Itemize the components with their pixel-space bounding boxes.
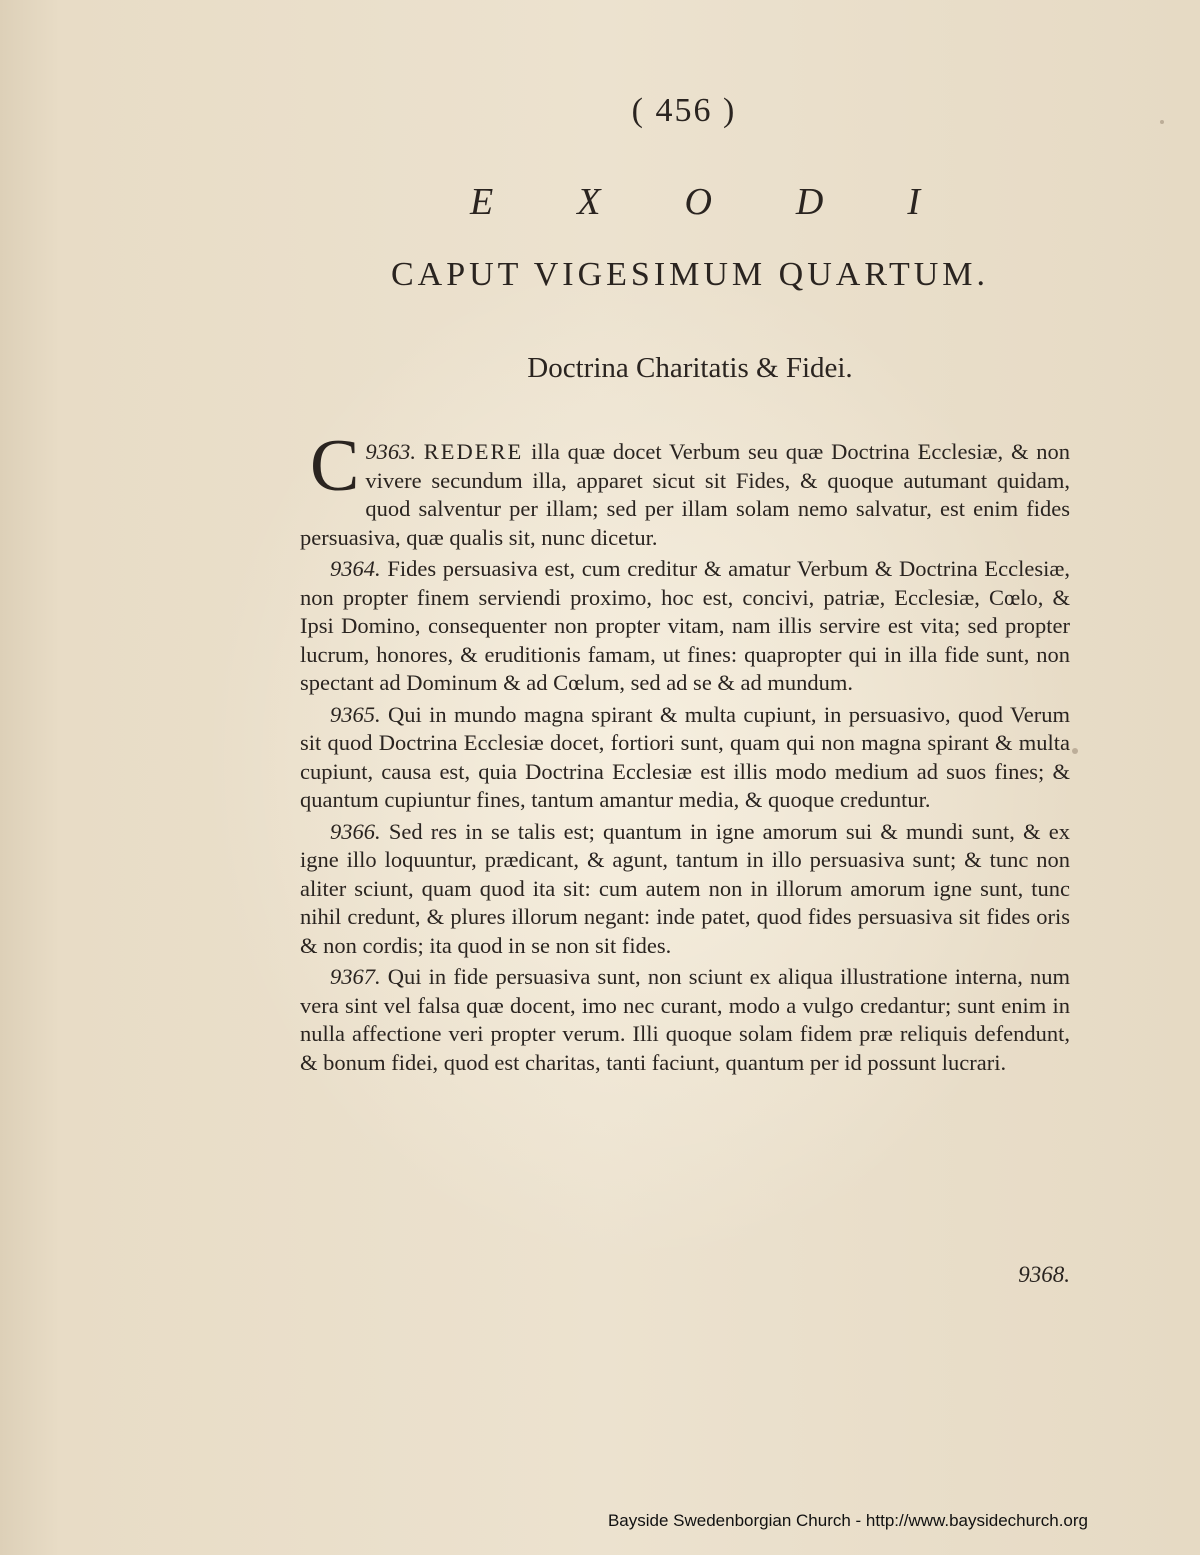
book-title-letter: I <box>907 181 920 223</box>
paragraph-text: Fides persuasiva est, cum creditur & amatur Verbum & Doctrina Ecclesiæ, non propter finem serviendi proximo, hoc est, concivi, patriæ, Ecclesiæ, Cœlo, & Ipsi Domino, consequenter non propter vitam, nam illis servire est vita; sed propter lucrum, honores, & eruditionis famam, ut fines: quapropter qui in illa fide sunt, non spectant ad Dominum & ad Cœlum, sed ad se & ad mundum. <box>300 556 1070 695</box>
catchword: 9368. <box>1018 1262 1070 1287</box>
paragraph-9367 <box>300 963 1070 1077</box>
paragraph-text: Sed res in se talis est; quantum in igne amorum sui & mundi sunt, & ex igne illo loquuntur, prædicant, & agunt, tantum in illo persuasiva sunt; & tunc non aliter sciunt, quam quod ita sit: cum autem non in illorum amorum igne sunt, tunc nihil credunt, & plures illorum negant: inde patet, quod fides persuasiva sit fides oris & non cordis; ita quod in se non sit fides. <box>300 818 1070 958</box>
lead-word: REDERE <box>423 439 524 464</box>
paragraph-9365 <box>300 701 1070 815</box>
paragraph-9363 <box>300 425 1070 552</box>
paragraph-number: 9363. <box>365 439 416 464</box>
book-title-letter: E <box>470 181 494 223</box>
footer-credit: Bayside Swedenborgian Church - http://www.baysidechurch.org <box>607 1511 1088 1530</box>
paragraph-9364 <box>300 555 1070 698</box>
section-title: Doctrina Charitatis & Fidei. <box>527 352 853 384</box>
book-title-letter: D <box>795 181 824 223</box>
book-title-letter: O <box>684 181 712 223</box>
paragraph-number: 9364. <box>330 556 381 581</box>
paragraph-9366 <box>300 818 1070 961</box>
book-title <box>470 180 920 224</box>
drop-cap: C <box>310 425 360 507</box>
chapter-title: CAPUT VIGESIMUM QUARTUM. <box>390 256 990 293</box>
paragraph-text: Qui in mundo magna spirant & multa cupiunt, in persuasivo, quod Verum sit quod Doctrina Ecclesiæ docet, fortiori sunt, quam qui non magna spirant & multa cupiunt, causa est, quia Doctrina Ecclesiæ est illis modo medium ad suos fines; & quantum cupiuntur fines, tantum amantur media, & quoque creduntur. <box>300 701 1070 812</box>
book-title-letter: X <box>577 181 601 223</box>
paragraph-text: Qui in fide persuasiva sunt, non sciunt ex aliqua illustratione interna, num vera sint vel falsa quæ docent, imo nec curant, modo a vulgo credantur; sunt enim in nulla affectione veri propter verum. Illi quoque solam fidem præ reliquis defendunt, & bonum fidei, quod est charitas, tanti faciunt, quantum per id possunt lucrari. <box>300 964 1070 1075</box>
paper-spot <box>1072 748 1078 754</box>
paper-spot <box>1160 120 1164 124</box>
paragraph-number: 9367. <box>330 964 381 989</box>
paragraph-number: 9365. <box>330 701 381 727</box>
page-number: ( 456 ) <box>631 92 737 129</box>
paragraph-text: illa quæ docet Verbum seu quæ Doctrina Ecclesiæ, & non vivere secundum illa, apparet sicut sit Fides, & quoque autumant quidam, quod salventur per illam; sed per illam solam nemo salvatur, est enim fides persuasiva, quæ qualis sit, nunc dicetur. <box>300 439 1070 550</box>
body-text <box>300 425 1070 1080</box>
paragraph-number: 9366. <box>330 818 381 844</box>
